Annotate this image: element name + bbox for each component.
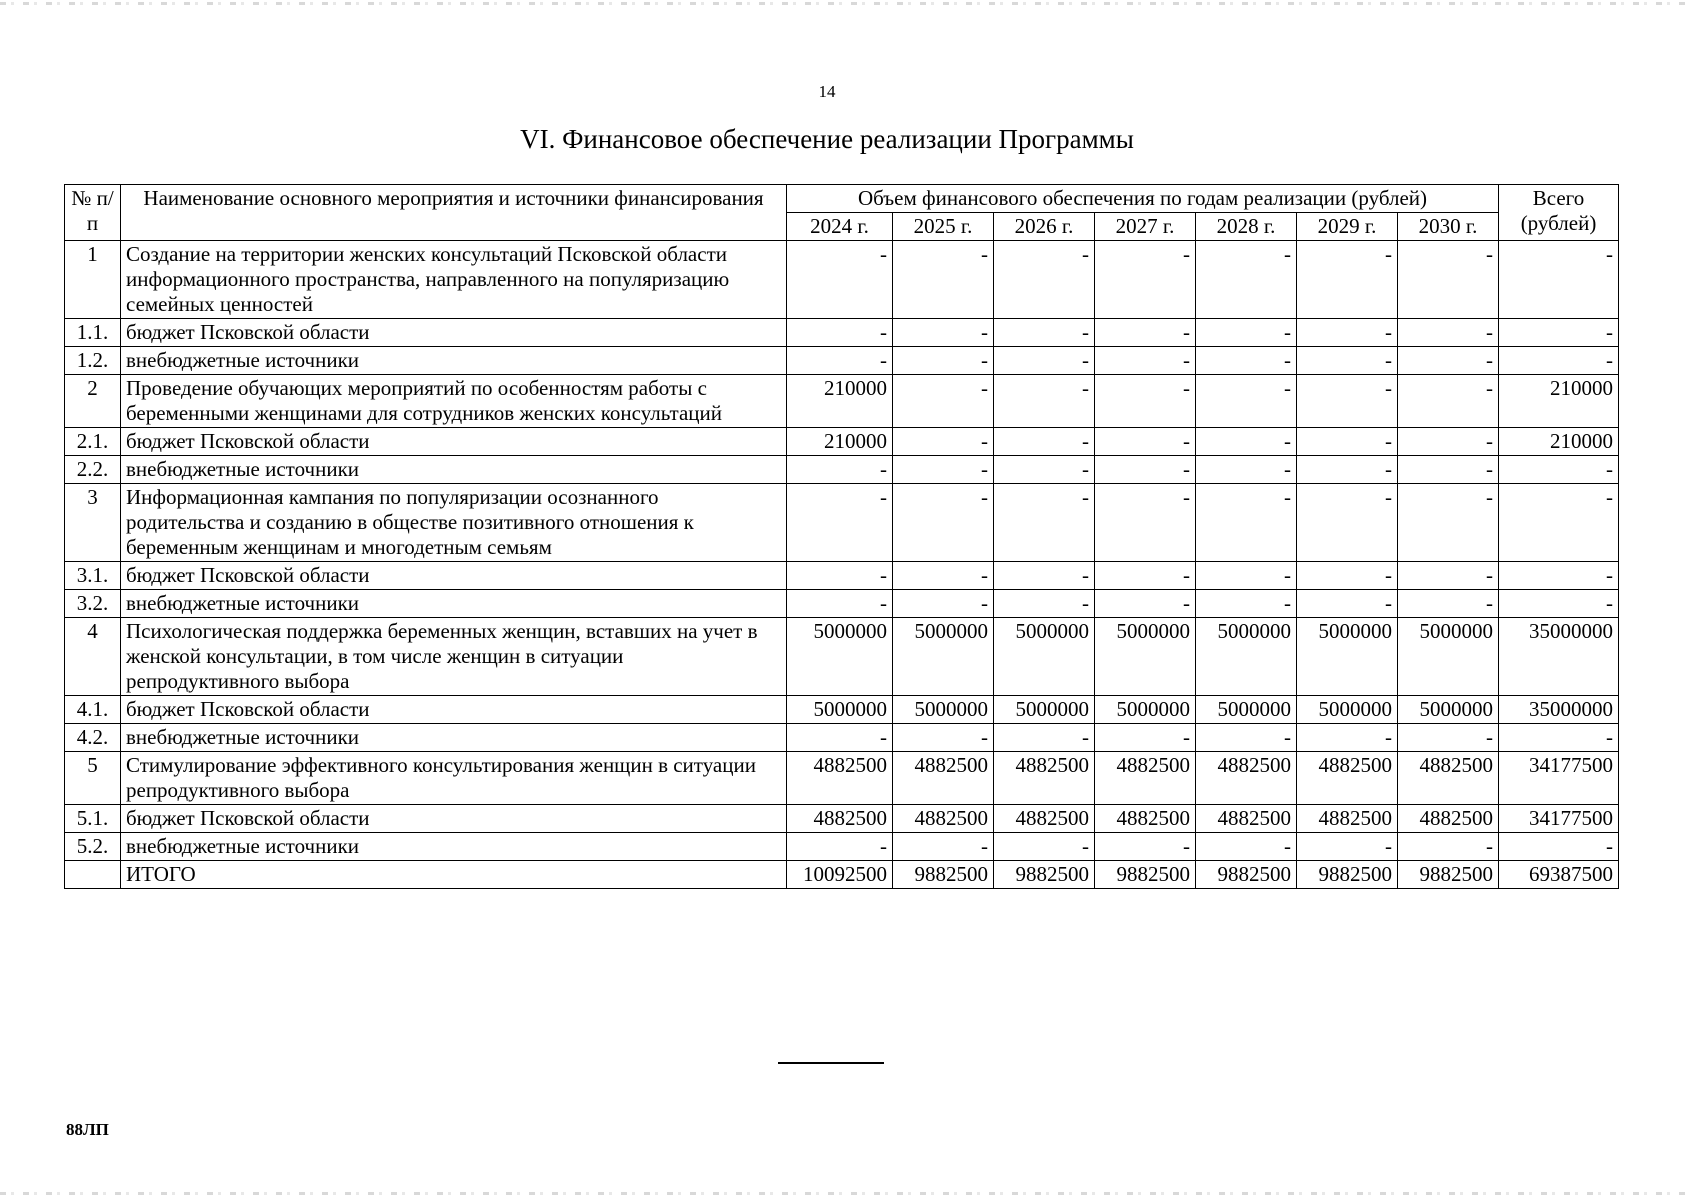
row-year-value: 4882500 [1095,805,1196,833]
row-year-value: - [1095,347,1196,375]
row-year-value: - [1196,456,1297,484]
row-year-value: 5000000 [893,618,994,696]
column-header-year: 2027 г. [1095,213,1196,241]
row-number: 3.2. [65,590,121,618]
row-total: 69387500 [1499,861,1619,889]
row-name: бюджет Псковской области [121,696,787,724]
row-total: - [1499,590,1619,618]
row-year-value: - [1398,347,1499,375]
row-year-value: 5000000 [1095,618,1196,696]
column-header-year: 2030 г. [1398,213,1499,241]
row-year-value: 5000000 [1297,618,1398,696]
row-year-value: - [1297,562,1398,590]
row-year-value: - [1196,428,1297,456]
row-number: 5.2. [65,833,121,861]
row-year-value: 9882500 [893,861,994,889]
row-name: Стимулирование эффективного консультирования женщин в ситуации репродуктивного выбора [121,752,787,805]
row-name: бюджет Псковской области [121,562,787,590]
row-year-value: - [1095,319,1196,347]
row-year-value: - [1398,375,1499,428]
row-year-value: - [787,590,893,618]
row-year-value: 9882500 [1095,861,1196,889]
row-year-value: - [994,484,1095,562]
row-year-value: 5000000 [1398,618,1499,696]
row-year-value: 4882500 [787,805,893,833]
row-year-value: 4882500 [893,752,994,805]
page-number: 14 [818,82,836,101]
row-year-value: - [1297,347,1398,375]
row-year-value: 9882500 [994,861,1095,889]
row-number: 1.1. [65,319,121,347]
row-year-value: 9882500 [1196,861,1297,889]
row-number [65,861,121,889]
row-year-value: - [1196,724,1297,752]
row-total: - [1499,347,1619,375]
column-header-year: 2024 г. [787,213,893,241]
row-total: - [1499,319,1619,347]
row-year-value: 9882500 [1297,861,1398,889]
row-total: 210000 [1499,428,1619,456]
row-year-value: - [893,428,994,456]
row-year-value: - [1297,833,1398,861]
row-year-value: 5000000 [1196,618,1297,696]
row-year-value: - [1196,590,1297,618]
row-number: 1.2. [65,347,121,375]
row-year-value: - [1398,319,1499,347]
row-total: - [1499,456,1619,484]
row-year-value: 4882500 [1398,805,1499,833]
column-header-year: 2026 г. [994,213,1095,241]
table-row [65,696,1619,724]
section-title: VI. Финансовое обеспечение реализации Программы [520,124,1134,154]
row-year-value: - [1297,724,1398,752]
row-year-value: 5000000 [1095,696,1196,724]
row-year-value: 4882500 [787,752,893,805]
row-year-value: - [1398,241,1499,319]
row-number: 2.2. [65,456,121,484]
row-year-value: - [787,241,893,319]
row-year-value: - [1095,428,1196,456]
row-number: 4.1. [65,696,121,724]
row-year-value: - [787,456,893,484]
row-year-value: 5000000 [893,696,994,724]
row-year-value: - [1196,562,1297,590]
row-name: Проведение обучающих мероприятий по особенностям работы с беременными женщинами для сотрудников женских консультаций [121,375,787,428]
scan-edge-bottom [0,1192,1686,1195]
column-header-total: Всего (рублей) [1499,185,1619,241]
row-year-value: - [893,590,994,618]
row-year-value: - [1297,319,1398,347]
row-year-value: - [1095,484,1196,562]
table-row [65,833,1619,861]
row-number: 2.1. [65,428,121,456]
row-number: 4 [65,618,121,696]
row-total: 34177500 [1499,752,1619,805]
row-total: - [1499,241,1619,319]
row-year-value: - [893,456,994,484]
row-year-value: - [893,241,994,319]
row-year-value: - [1196,347,1297,375]
row-name: бюджет Псковской области [121,428,787,456]
row-year-value: - [787,833,893,861]
row-year-value: - [994,562,1095,590]
row-name: внебюджетные источники [121,347,787,375]
row-year-value: - [1196,484,1297,562]
row-total: - [1499,562,1619,590]
row-total: - [1499,833,1619,861]
row-name: Информационная кампания по популяризации осознанного родительства и созданию в обществе позитивного отношения к беременным женщинам и многодетным семьям [121,484,787,562]
table-row [65,618,1619,696]
row-year-value: - [1398,484,1499,562]
row-year-value: - [994,590,1095,618]
row-year-value: - [1398,833,1499,861]
column-header-year: 2029 г. [1297,213,1398,241]
row-name: бюджет Псковской области [121,319,787,347]
row-year-value: 4882500 [1398,752,1499,805]
row-year-value: 10092500 [787,861,893,889]
row-year-value: - [1095,562,1196,590]
row-year-value: 5000000 [1398,696,1499,724]
end-rule [778,1062,884,1064]
row-year-value: 5000000 [1196,696,1297,724]
row-name: Создание на территории женских консультаций Псковской области информационного пространства, направленного на популяризацию семейных ценностей [121,241,787,319]
row-year-value: - [893,833,994,861]
row-total: 35000000 [1499,696,1619,724]
row-year-value: - [994,456,1095,484]
row-year-value: 4882500 [1095,752,1196,805]
table-row [65,241,1619,319]
row-year-value: 5000000 [994,696,1095,724]
row-number: 2 [65,375,121,428]
row-number: 3.1. [65,562,121,590]
row-year-value: - [1398,562,1499,590]
header-row-1 [65,185,1619,213]
row-total: 35000000 [1499,618,1619,696]
row-year-value: - [1196,375,1297,428]
row-year-value: - [1095,241,1196,319]
row-year-value: - [1398,456,1499,484]
row-name: внебюджетные источники [121,833,787,861]
row-number: 5.1. [65,805,121,833]
row-year-value: - [787,347,893,375]
row-year-value: - [1095,375,1196,428]
row-name: Психологическая поддержка беременных женщин, вставших на учет в женской консультации, в том числе женщин в ситуации репродуктивного выбора [121,618,787,696]
row-name: внебюджетные источники [121,590,787,618]
row-number: 4.2. [65,724,121,752]
row-year-value: - [1398,590,1499,618]
row-number: 5 [65,752,121,805]
row-year-value: - [893,562,994,590]
row-number: 3 [65,484,121,562]
financing-table [64,184,1619,889]
row-year-value: 4882500 [1297,805,1398,833]
row-name: внебюджетные источники [121,456,787,484]
row-total: - [1499,484,1619,562]
column-header-num: № п/п [65,185,121,241]
row-year-value: - [994,241,1095,319]
row-year-value: - [1297,241,1398,319]
table-row [65,347,1619,375]
row-year-value: - [994,319,1095,347]
table-row [65,484,1619,562]
column-header-year: 2028 г. [1196,213,1297,241]
row-name: внебюджетные источники [121,724,787,752]
row-year-value: 5000000 [994,618,1095,696]
row-year-value: - [1398,724,1499,752]
table-row [65,724,1619,752]
table-row [65,375,1619,428]
row-year-value: 4882500 [994,752,1095,805]
row-year-value: - [1398,428,1499,456]
row-year-value: - [1297,456,1398,484]
row-year-value: 5000000 [787,696,893,724]
row-year-value: - [893,375,994,428]
row-year-value: - [994,428,1095,456]
row-year-value: 210000 [787,428,893,456]
table-row [65,805,1619,833]
row-year-value: - [1095,590,1196,618]
table-row [65,319,1619,347]
table-row [65,428,1619,456]
row-total: - [1499,724,1619,752]
row-year-value: - [1196,833,1297,861]
table-row [65,752,1619,805]
row-year-value: 5000000 [1297,696,1398,724]
table-row [65,590,1619,618]
row-year-value: - [787,724,893,752]
row-year-value: 4882500 [1196,805,1297,833]
row-year-value: - [1196,319,1297,347]
row-year-value: - [787,484,893,562]
row-year-value: 4882500 [1297,752,1398,805]
row-year-value: 4882500 [893,805,994,833]
row-year-value: - [994,724,1095,752]
row-total: 210000 [1499,375,1619,428]
row-year-value: - [1196,241,1297,319]
table-row [65,861,1619,889]
row-year-value: - [787,562,893,590]
scan-edge-top [0,2,1686,5]
row-year-value: 4882500 [994,805,1095,833]
row-year-value: - [1297,484,1398,562]
row-year-value: 210000 [787,375,893,428]
table-row [65,562,1619,590]
row-name: бюджет Псковской области [121,805,787,833]
table-body [65,241,1619,889]
row-year-value: - [1297,428,1398,456]
row-year-value: - [994,833,1095,861]
row-year-value: - [994,375,1095,428]
row-year-value: - [893,484,994,562]
column-header-volume: Объем финансового обеспечения по годам реализации (рублей) [787,185,1499,213]
row-year-value: - [1095,724,1196,752]
row-year-value: - [1095,456,1196,484]
table-row [65,456,1619,484]
row-year-value: - [1095,833,1196,861]
row-year-value: - [893,319,994,347]
row-year-value: - [1297,590,1398,618]
column-header-year: 2025 г. [893,213,994,241]
row-year-value: - [787,319,893,347]
column-header-name: Наименование основного мероприятия и источники финансирования [121,185,787,241]
row-number: 1 [65,241,121,319]
row-year-value: - [893,724,994,752]
row-name: ИТОГО [121,861,787,889]
row-year-value: 5000000 [787,618,893,696]
row-year-value: 9882500 [1398,861,1499,889]
row-year-value: 4882500 [1196,752,1297,805]
row-year-value: - [994,347,1095,375]
document-code: 88ЛП [66,1120,109,1139]
row-total: 34177500 [1499,805,1619,833]
row-year-value: - [893,347,994,375]
row-year-value: - [1297,375,1398,428]
